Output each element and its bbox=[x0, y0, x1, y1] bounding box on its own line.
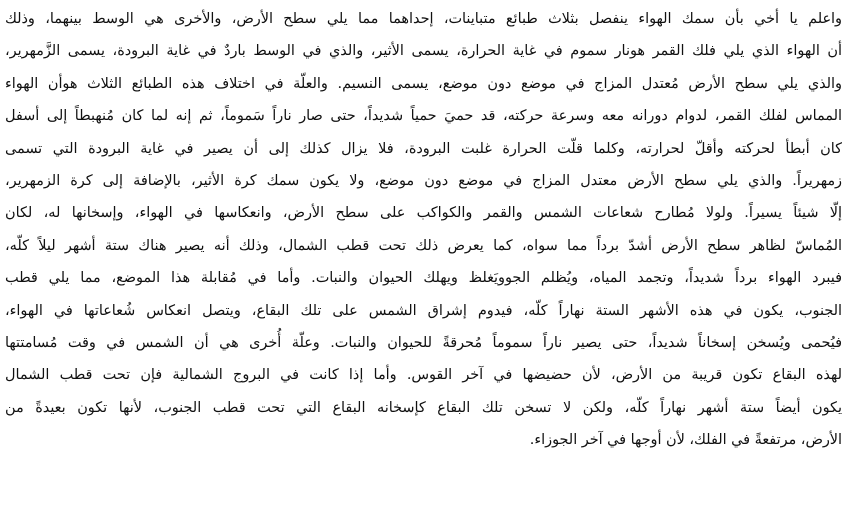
text-line: لهذه البقاع تكون قريبة من الأرض، لأن حضيضها في آخر القوس. وأما إذا كانت في البروج الشمالية فإن تحت قطب الشمال bbox=[5, 367, 842, 384]
text-line: يكون أيضاً ستة أشهر نهاراً كلّه، ولكن لا تسخن تلك البقاع كإسخانه البقاع التي تحت قطب الجنوب، لأنها تكون بعيدةً من bbox=[5, 399, 842, 416]
text-line: إلّا شيئاً يسيراً. ولولا مُطارح شعاعات الشمس والقمر والكواكب على سطح الأرض، وانعكاسها في الهواء، وإسخانها له، لكان bbox=[5, 205, 842, 222]
text-line: واعلم يا أخي بأن سمك الهواء ينفصل بثلاث طبائع متباينات، إحداهما مما يلي سطح الأرض، والأخرى هي الوسط بينهما، وذلك bbox=[5, 11, 842, 27]
text-line: كان أبطأ لحركته وأقلّ لحرارته، وكلما قلّت الحرارة غلبت البرودة، فلا يزال كذلك إلى أن يصير في غاية البرودة التي تسمى bbox=[5, 140, 842, 157]
text-line: أن الهواء الذي يلي فلك القمر هونار سموم في غاية الحرارة، يسمى الأثير، والذي في الوسط باردٌ في غاية البرودة، يسمى الزَّمهرير، bbox=[5, 43, 842, 60]
text-line: فيُحمى ويُسخن إسخاناً شديداً، حتى يصير ناراً سموماً مُحرقةً للحيوان والنبات. وعلّة أُخرى هي أن الشمس في وقت مُسامتتها bbox=[5, 334, 842, 351]
text-line: المُماسّ لظاهر سطح الأرض أشدّ برداً مما سواه، كما يعرض ذلك تحت قطب الشمال، وذلك أنه يصير هناك ستة أشهر ليلاً كلّه، bbox=[5, 237, 842, 254]
text-line-last: الأرض، مرتفعةً في الفلك، لأن أوجها في آخر الجوزاء. bbox=[529, 432, 842, 449]
text-line: والذي يلي سطح الأرض مُعتدل المزاج في موضع دون موضع، يسمى النسيم. والعلّة في اختلاف هذه الطبائع الثلاث هوأن الهواء bbox=[5, 75, 842, 92]
text-line: فيبرد الهواء برداً شديداً، وتجمد المياه، ويُظلم الجوويَغلظ ويهلك الحيوان والنبات. وأما في مُقابلة هذا الموضع، مما يلي قطب bbox=[5, 270, 842, 287]
text-line: الجنوب، يكون في هذه الأشهر الستة نهاراً كلّه، فيدوم إشراق الشمس على تلك البقاع، ويتصل انعكاس شُعاعاتها في الهواء، bbox=[5, 302, 842, 319]
text-line: المماس لفلك القمر، لدوام دورانه معه وسرعة حركته، قد حميَ حمياً شديداً، حتى صار ناراً سَموماً، ثم إنه لما كان مُنهبطاً إلى أسفل bbox=[5, 108, 842, 125]
text-line: زمهريراً. والذي يلي سطح الأرض معتدل المزاج في موضع دون موضع، ولا يكون سمك كرة الأثير، بالإضافة إلى كرة الزمهرير، bbox=[5, 172, 842, 189]
